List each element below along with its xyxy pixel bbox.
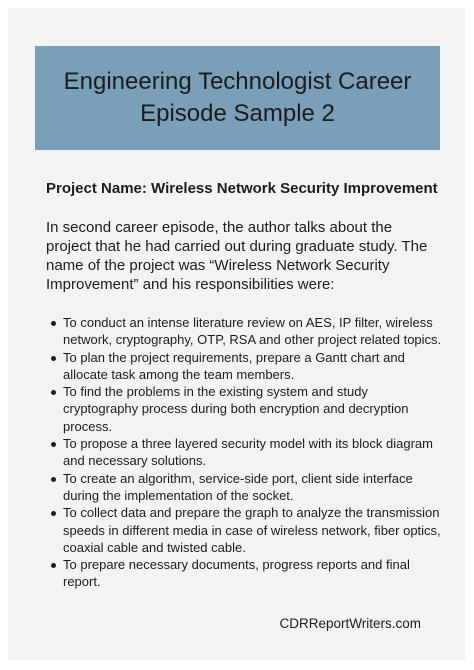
list-item: To prepare necessary documents, progress reports and final report. xyxy=(63,556,446,591)
project-name-heading: Project Name: Wireless Network Security Improvement xyxy=(46,180,438,197)
title-banner xyxy=(35,46,440,150)
intro-paragraph: In second career episode, the author talks about the project that he had carried out during graduate study. The name of the project was “Wireless Network Security Improvement” and his responsibilities were: xyxy=(46,219,428,293)
list-item: To plan the project requirements, prepare a Gantt chart and allocate task among the team members. xyxy=(63,349,446,384)
document-title xyxy=(64,66,412,130)
list-item: To propose a three layered security model with its block diagram and necessary solutions. xyxy=(63,435,446,470)
document-page xyxy=(8,8,465,660)
list-item: To find the problems in the existing system and study cryptography process during both encryption and decryption process. xyxy=(63,383,446,435)
list-item: To create an algorithm, service-side port, client side interface during the implementation of the socket. xyxy=(63,470,446,505)
list-item: To conduct an intense literature review on AES, IP filter, wireless network, cryptography, OTP, RSA and other project related topics. xyxy=(63,314,446,349)
responsibilities-list xyxy=(46,314,446,591)
title-line-2: Episode Sample 2 xyxy=(140,100,335,127)
list-item: To collect data and prepare the graph to analyze the transmission speeds in different media in case of wireless network, fiber optics, coaxial cable and twisted cable. xyxy=(63,504,446,556)
footer-website: CDRReportWriters.com xyxy=(279,616,421,631)
title-line-1: Engineering Technologist Career xyxy=(63,68,412,95)
